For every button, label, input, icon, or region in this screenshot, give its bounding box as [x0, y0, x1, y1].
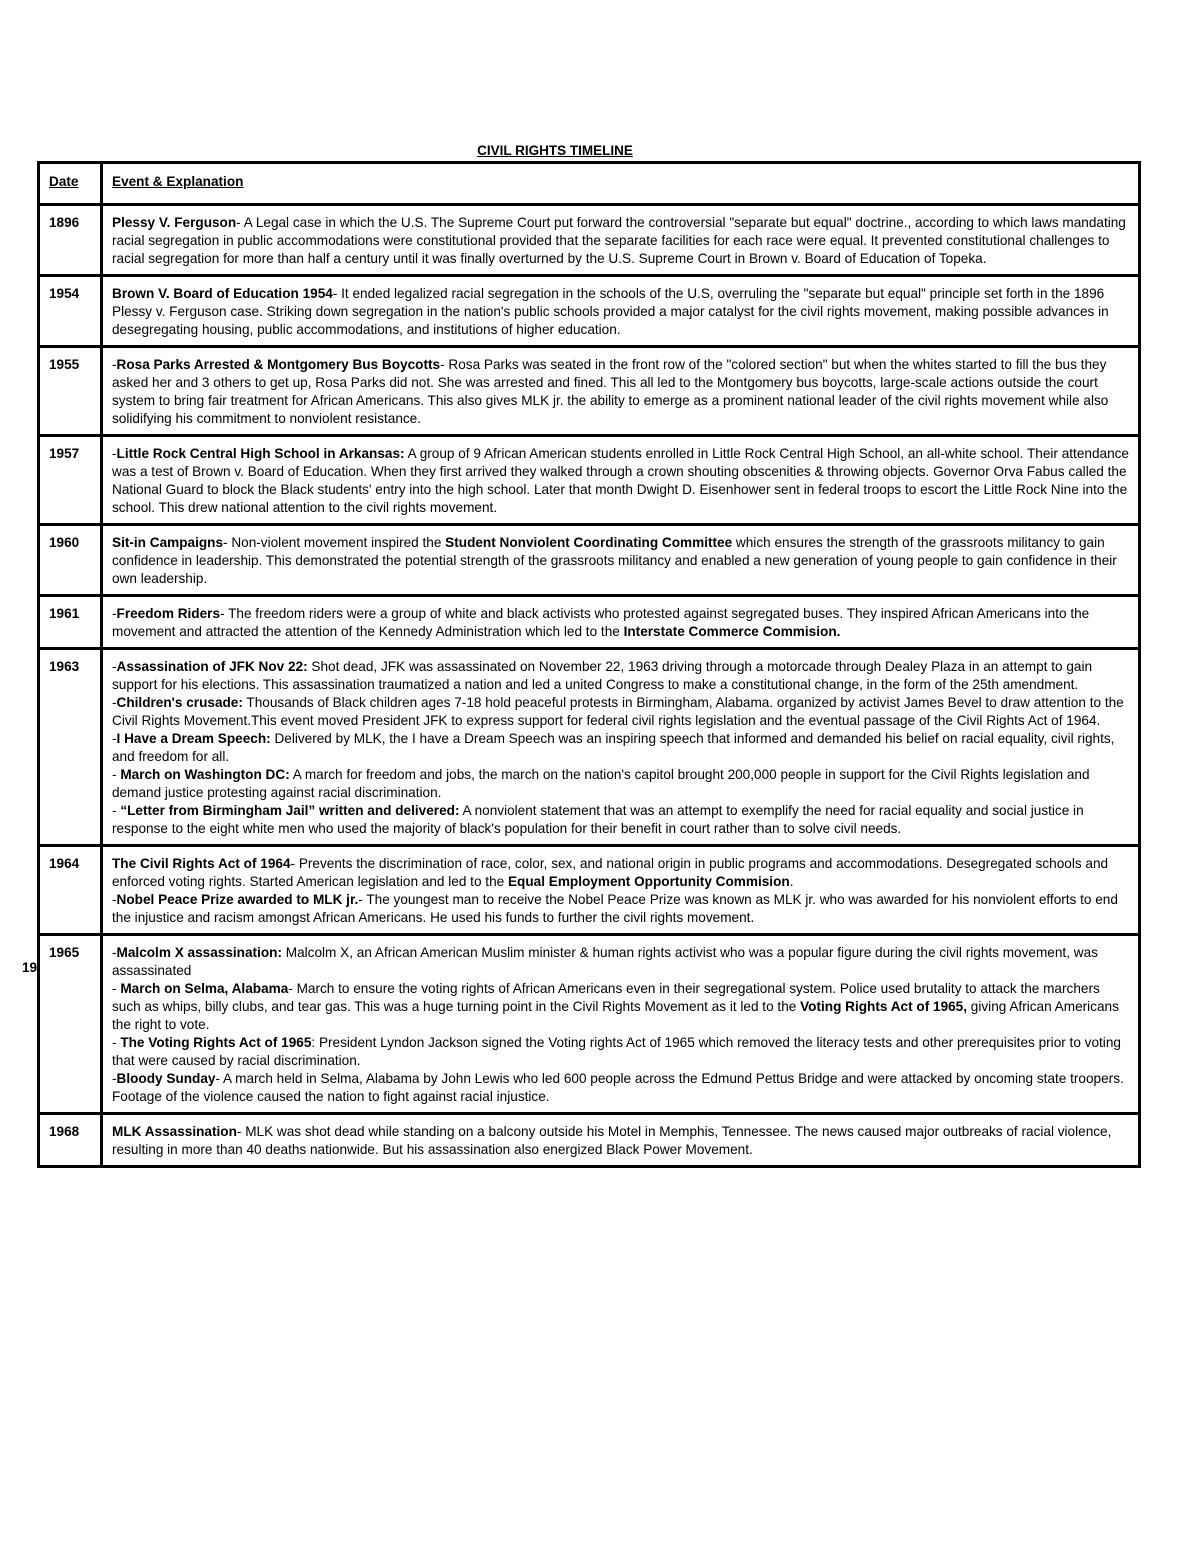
- event-text: giving African Americans the right to vote.: [112, 999, 1119, 1032]
- event-heading: Bloody Sunday: [116, 1071, 216, 1086]
- event-text: - The freedom riders were a group of white and black activists who protested against segregated buses. They inspired African Americans into the movement and attracted the attention of the Kennedy Administration which led to the: [112, 606, 1090, 639]
- header-event: Event & Explanation: [102, 163, 1140, 205]
- event-text: -: [112, 659, 117, 674]
- event-text: A group of 9 African American students enrolled in Little Rock Central High School, an all-white school. Their attendance was a test of Brown v. Board of Education. When they first arrived they walked through a crown shouting obscenities & throwing objects. Governor Orva Fabus called the National Guard to block the Black students' entry into the high school. Later that month Dwight D. Eisenhower sent in federal troops to escort the Little Rock Nine into the school. This drew national attention to the civil rights movement.: [112, 446, 1129, 515]
- row-event: [102, 276, 1140, 347]
- event-text: - MLK was shot dead while standing on a balcony outside his Motel in Memphis, Tennessee. The news caused major outbreaks of racial violence, resulting in more than 40 deaths nationwide. But his assassination also energized Black Power Movement.: [112, 1124, 1112, 1157]
- timeline-row: [39, 525, 1140, 596]
- event-text: - Prevents the discrimination of race, color, sex, and national origin in public programs and accommodations. Desegregated schools and enforced voting rights. Started American legislation and led to the: [112, 856, 1109, 889]
- event-text: -: [112, 767, 121, 782]
- event-text: -: [112, 803, 121, 818]
- event-text: -: [112, 945, 117, 960]
- event-text: -: [112, 731, 117, 746]
- event-heading: Interstate Commerce Commision.: [623, 624, 841, 639]
- event-heading: Plessy V. Ferguson: [112, 215, 237, 230]
- row-date: 1964: [39, 846, 102, 935]
- row-date: 1896: [39, 205, 102, 276]
- event-heading: The Voting Rights Act of 1965: [120, 1035, 312, 1050]
- row-event: [102, 436, 1140, 525]
- event-heading: Little Rock Central High School in Arkansas:: [116, 446, 405, 461]
- row-date: 1955: [39, 347, 102, 436]
- event-text: Malcolm X, an African American Muslim minister & human rights activist who was a popular figure during the civil rights movement, was assassinated: [112, 945, 1098, 978]
- event-heading: Assassination of JFK Nov 22:: [116, 659, 308, 674]
- event-text: Shot dead, JFK was assassinated on November 22, 1963 driving through a motorcade through Dealey Plaza in an attempt to gain support for his elections. This assassination traumatized a nation and led a united Congress to make a constitutional change, in the form of the 25th amendment.: [112, 659, 1093, 692]
- row-date: 1963: [39, 649, 102, 846]
- event-text: Delivered by MLK, the I have a Dream Speech was an inspiring speech that informed and demanded his belief on racial equality, civil rights, and freedom for all.: [112, 731, 1115, 764]
- event-text: -: [112, 357, 117, 372]
- event-text: -: [112, 1035, 121, 1050]
- timeline-row: [39, 1114, 1140, 1167]
- event-text: - A Legal case in which the U.S. The Supreme Court put forward the controversial "separate but equal" doctrine., according to which laws mandating racial segregation in public accommodations were constitutional provided that the separate facilities for each race were equal. It prevented constitutional challenges to racial segregation for more than half a century until it was finally overturned by the U.S. Supreme Court in Brown v. Board of Education of Topeka.: [112, 215, 1126, 266]
- event-text: -: [112, 446, 117, 461]
- timeline-row: [39, 347, 1140, 436]
- timeline-row: [39, 846, 1140, 935]
- timeline-row: [39, 649, 1140, 846]
- row-event: [102, 846, 1140, 935]
- timeline-table: [37, 161, 1141, 1168]
- event-heading: I Have a Dream Speech:: [116, 731, 271, 746]
- timeline-row: [39, 276, 1140, 347]
- event-text: which ensures the strength of the grassroots militancy to gain confidence in leadership. This demonstrated the potential strength of the grassroots militancy and enabled a new generation of young people to gain confidence in their own leadership.: [112, 535, 1117, 586]
- event-heading: MLK Assassination: [112, 1124, 237, 1139]
- row-event: [102, 935, 1140, 1114]
- row-event: [102, 205, 1140, 276]
- event-heading: Nobel Peace Prize awarded to MLK jr.: [116, 892, 359, 907]
- stray-date-mark: 19: [22, 960, 38, 975]
- event-text: - Non-violent movement inspired the: [223, 535, 446, 550]
- row-date: 1960: [39, 525, 102, 596]
- event-heading: “Letter from Birmingham Jail” written and delivered:: [120, 803, 460, 818]
- event-heading: March on Selma, Alabama: [120, 981, 289, 996]
- table-header-row: [39, 163, 1140, 205]
- row-date: 1954: [39, 276, 102, 347]
- event-text: A nonviolent statement that was an attempt to exemplify the need for racial equality and social justice in response to the eight white men who used the majority of black's population for their benefit in court rather than to solve civil needs.: [112, 803, 1084, 836]
- event-heading: Equal Employment Opportunity Commision: [507, 874, 790, 889]
- row-date: 1965: [39, 935, 102, 1114]
- row-event: [102, 1114, 1140, 1167]
- event-heading: The Civil Rights Act of 1964: [112, 856, 291, 871]
- timeline-row: [39, 205, 1140, 276]
- event-heading: Voting Rights Act of 1965,: [800, 999, 968, 1014]
- event-text: - A march held in Selma, Alabama by John Lewis who led 600 people across the Edmund Pettus Bridge and were attacked by oncoming state troopers. Footage of the violence caused the nation to fight against racial injustice.: [112, 1071, 1124, 1104]
- event-heading: Freedom Riders: [116, 606, 221, 621]
- event-text: -: [112, 892, 117, 907]
- row-event: [102, 525, 1140, 596]
- header-date: Date: [39, 163, 102, 205]
- event-text: -: [112, 695, 117, 710]
- row-date: 1968: [39, 1114, 102, 1167]
- event-text: - Rosa Parks was seated in the front row of the "colored section" but when the whites started to fill the bus they asked her and 3 others to get up, Rosa Parks did not. She was arrested and fined. This all led to the Montgomery bus boycotts, large-scale actions outside the court system to bring fair treatment for African Americans. This also gives MLK jr. the ability to emerge as a prominent national leader of the civil rights movement while also solidifying his commitment to nonviolent resistance.: [112, 357, 1109, 426]
- event-text: - It ended legalized racial segregation in the schools of the U.S, overruling the "separate but equal" principle set forth in the 1896 Plessy v. Ferguson case. Striking down segregation in the nation's public schools provided a major catalyst for the civil rights movement, making possible advances in desegregating housing, public accommodations, and institutions of higher education.: [112, 286, 1109, 337]
- timeline-row: [39, 436, 1140, 525]
- event-heading: Rosa Parks Arrested & Montgomery Bus Boycotts: [116, 357, 441, 372]
- event-text: -: [112, 606, 117, 621]
- event-text: A march for freedom and jobs, the march on the nation's capitol brought 200,000 people in support for the Civil Rights legislation and demand justice protesting against racial discrimination.: [112, 767, 1090, 800]
- timeline-row: [39, 935, 1140, 1114]
- event-text: - The youngest man to receive the Nobel Peace Prize was known as MLK jr. who was awarded for his nonviolent efforts to end the injustice and racism amongst African Americans. He used his funds to further the civil rights movement.: [112, 892, 1118, 925]
- event-text: -: [112, 981, 121, 996]
- row-date: 1961: [39, 596, 102, 649]
- event-text: - March to ensure the voting rights of African Americans even in their segregational system. Police used brutality to attack the marchers such as whips, billy clubs, and tear gas. This was a huge turning point in the Civil Rights Movement as it led to the: [112, 981, 1100, 1014]
- event-heading: Sit-in Campaigns: [112, 535, 224, 550]
- event-heading: Children's crusade:: [116, 695, 243, 710]
- row-date: 1957: [39, 436, 102, 525]
- timeline-row: [39, 596, 1140, 649]
- event-heading: Student Nonviolent Coordinating Committee: [445, 535, 733, 550]
- row-event: [102, 649, 1140, 846]
- row-event: [102, 347, 1140, 436]
- event-text: : President Lyndon Jackson signed the Voting rights Act of 1965 which removed the literacy tests and other prerequisites prior to voting that were caused by racial discrimination.: [112, 1035, 1121, 1068]
- event-heading: Brown V. Board of Education 1954: [112, 286, 333, 301]
- event-text: .: [789, 874, 794, 889]
- event-heading: Malcolm X assassination:: [116, 945, 282, 960]
- event-text: -: [112, 1071, 117, 1086]
- event-heading: March on Washington DC:: [120, 767, 290, 782]
- event-text: Thousands of Black children ages 7-18 hold peaceful protests in Birmingham, Alabama. organized by activist James Bevel to draw attention to the Civil Rights Movement.This event moved President JFK to express support for federal civil rights legislation and the eventual passage of the Civil Rights Act of 1964.: [112, 695, 1124, 728]
- row-event: [102, 596, 1140, 649]
- document-title: CIVIL RIGHTS TIMELINE: [477, 143, 633, 158]
